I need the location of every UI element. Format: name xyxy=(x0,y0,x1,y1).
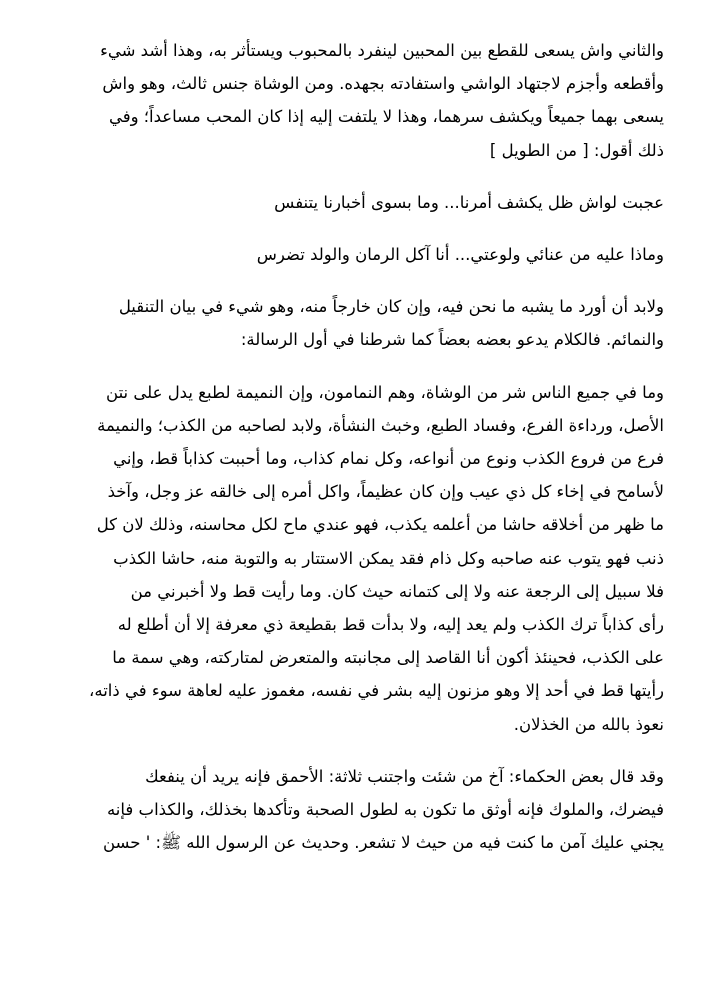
text-line: ولابد أن أورد ما يشبه ما نحن فيه، وإن كان خارجاً منه، وهو شيء في بيان التنقيل xyxy=(118,297,664,317)
text-line: نعوذ بالله من الخذلان. xyxy=(513,714,664,734)
text-line: والثاني واش يسعى للقطع بين المحبين لينفرد بالمحبوب ويستأثر به، وهذا أشد شيء xyxy=(100,41,664,60)
paragraph-tanqil-intro xyxy=(53,290,664,356)
text-line: وما في جميع الناس شر من الوشاة، وهم النمامون، وإن النميمة لطبع يدل على نتن xyxy=(106,382,664,402)
text-line: فلا سبيل إلى الرجعة عنه ولا إلى كتمانه حيث كان. وما رأيت قط ولا أخبرني من xyxy=(130,581,664,601)
text-line: فرع من فروع الكذب ونوع من أنواعه، وكل نمام كذاب، وما أحببت كذاباً قط، وإني xyxy=(113,449,664,469)
verse-line-1 xyxy=(53,186,664,219)
text-line: على الكذب، فحينئذ أكون أنا القاصد إلى مجانبته والمتعرض لمتاركته، وهي سمة ما xyxy=(112,648,664,668)
text-line: والنمائم. فالكلام يدعو بعضه بعضاً كما شرطنا في أول الرسالة: xyxy=(240,330,664,350)
text-line: يجني عليك آمن ما كنت فيه من حيث لا تشعر. وحديث عن الرسول الله ﷺ: ' حسن xyxy=(103,833,664,853)
text-line: فيضرك، والملوك فإنه أوثق ما تكون به لطول الصحبة وتأكدها بخذلك، والكذاب فإنه xyxy=(106,800,664,820)
text-line: وماذا عليه من عنائي ولوعتي... أنا آكل الرمان والولد تضرس xyxy=(256,245,664,265)
text-line: رأيتها قط في أحد إلا وهو مزنون إليه بشر في نفسه، مغموز عليه لعاهة سوء في ذاته، xyxy=(89,681,664,701)
paragraph-namima-lying xyxy=(53,376,664,741)
text-line: ما ظهر من أخلاقه حاشا من أعلمه يكذب، فهو عندي ماح لكل محاسنه، وذلك لان كل xyxy=(96,515,664,535)
text-line: رأى كذاباً ترك الكذب ولم يعد إليه، ولا بدأت قط بقطيعة ذي معرفة إلا أن أطلع له xyxy=(117,615,664,635)
text-line: وأقطعه وأجزم لاجتهاد الواشي واستفادته بجهده. ومن الوشاة جنس ثالث، وهو واش xyxy=(102,74,664,94)
paragraph-wushat-types xyxy=(53,34,664,167)
verse-line-2 xyxy=(53,238,664,271)
text-line: ذنب فهو يتوب عنه صاحبه وكل ذام فقد يمكن الاستتار به والتوبة منه، حاشا الكذب xyxy=(113,548,664,568)
text-line: الأصل، ورداءة الفرع، وفساد الطبع، وخبث النشأة، ولابد لصاحبه من الكذب؛ والنميمة xyxy=(97,415,664,435)
paragraph-wise-saying xyxy=(53,760,664,860)
text-line: عجبت لواش ظل يكشف أمرنا... وما بسوى أخبارنا يتنفس xyxy=(274,192,664,212)
text-line: لأسامح في إخاء كل ذي عيب وإن كان عظيماً، واكل أمره إلى خالقه عز وجل، وآخذ xyxy=(107,482,664,502)
text-line: ذلك أقول: [ من الطويل ] xyxy=(489,140,664,160)
text-line: يسعى بهما جميعاً ويكشف سرهما، وهذا لا يلتفت إليه إذا كان المحب مساعداً؛ وفي xyxy=(108,107,664,127)
text-line: وقد قال بعض الحكماء: آخ من شئت واجتنب ثلاثة: الأحمق فإنه يريد أن ينفعك xyxy=(145,766,664,786)
